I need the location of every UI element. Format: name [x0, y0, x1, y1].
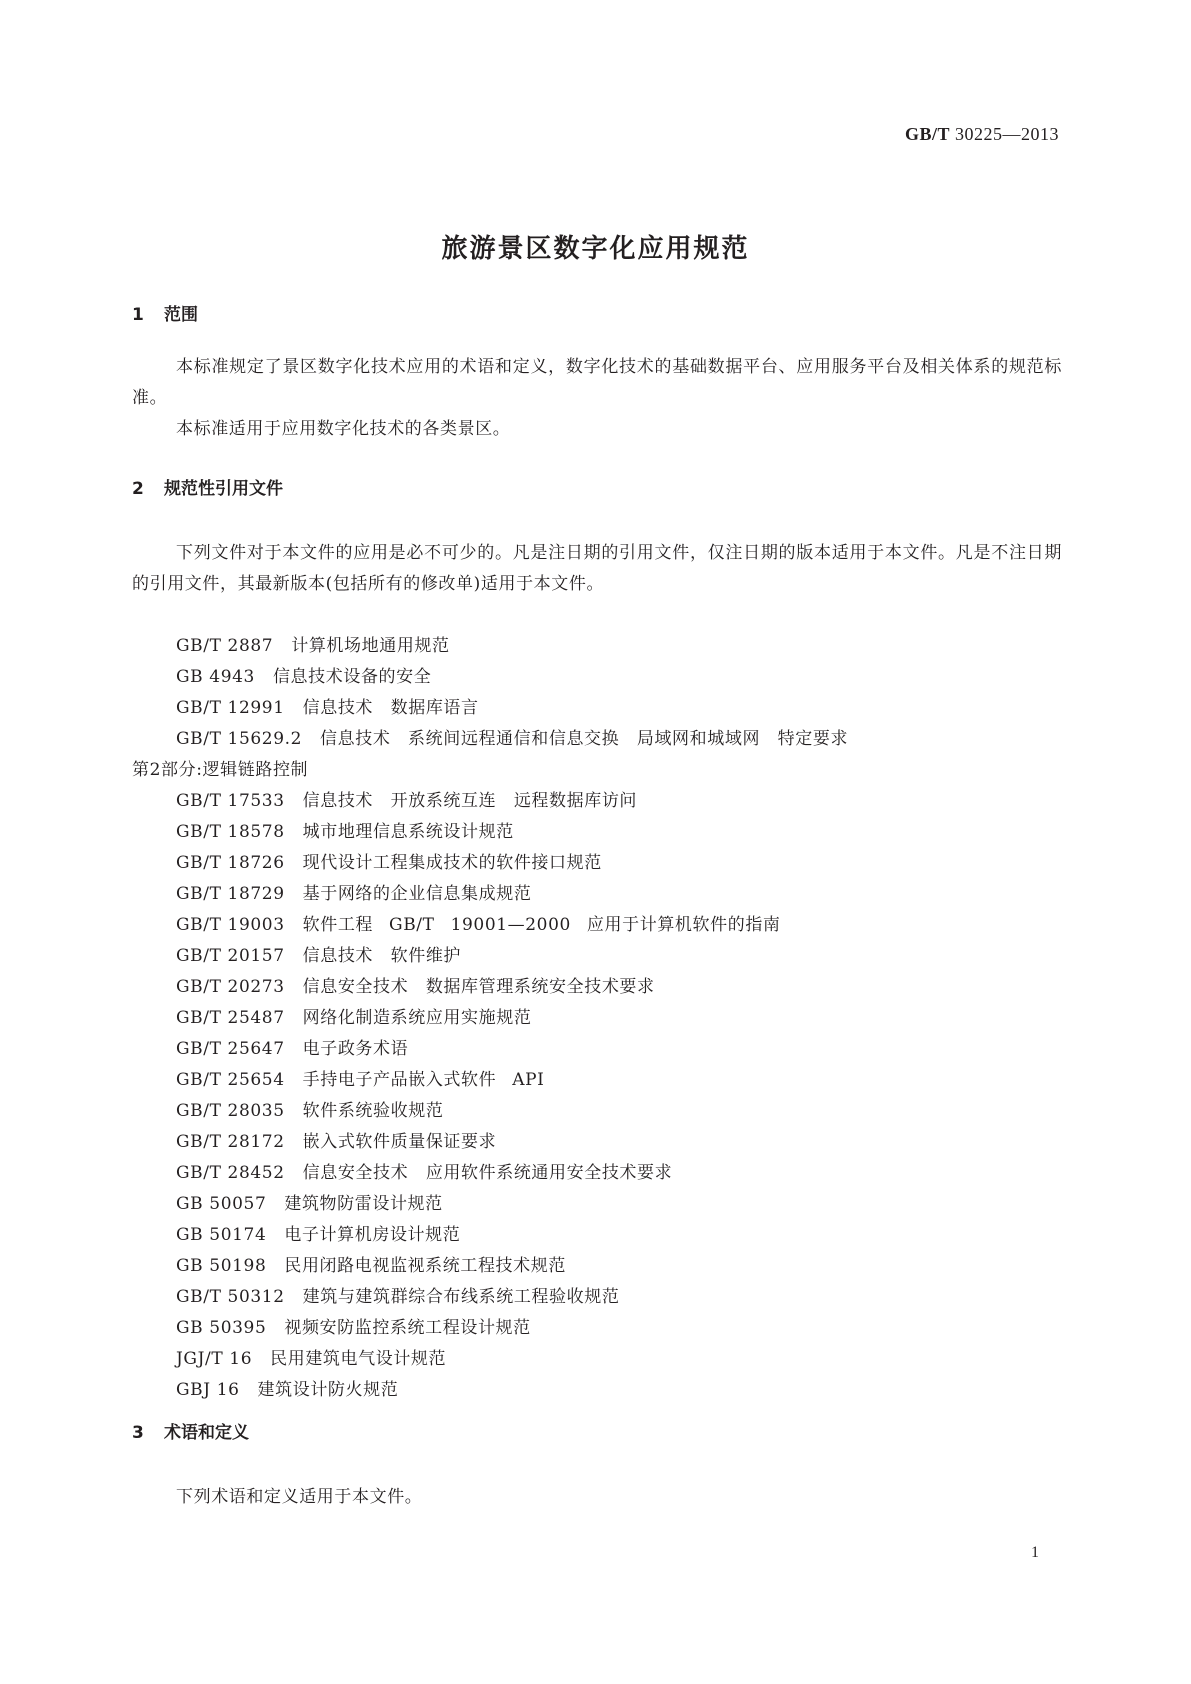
reference-code: GB/T 25654: [176, 1070, 285, 1090]
reference-code: GB/T 25647: [176, 1039, 285, 1059]
reference-title: 基于网络的企业信息集成规范: [302, 884, 532, 904]
reference-code: GB/T 18578: [176, 822, 285, 842]
reference-title: 软件系统验收规范: [302, 1101, 444, 1121]
section-number: 1: [132, 305, 144, 325]
reference-title: 建筑设计防火规范: [257, 1380, 399, 1400]
section-title: 规范性引用文件: [164, 479, 283, 499]
reference-code: GB/T 2887: [176, 636, 274, 656]
references-intro-paragraph: 下列文件对于本文件的应用是必不可少的。凡是注日期的引用文件，仅注日期的版本适用于本文件。凡是不注日期的引用文件，其最新版本(包括所有的修改单)适用于本文件。: [132, 543, 1062, 594]
standard-code: [905, 124, 1059, 145]
reference-title: 信息技术 开放系统互连 远程数据库访问: [302, 791, 638, 811]
section-number: 3: [132, 1423, 144, 1443]
reference-code: GB 50395: [176, 1318, 267, 1338]
section-number: 2: [132, 479, 144, 499]
reference-title: 信息技术 软件维护: [302, 946, 462, 966]
section-heading-terms-definitions: [132, 1418, 249, 1443]
reference-title: 民用建筑电气设计规范: [270, 1349, 447, 1369]
reference-code: GB/T 18726: [176, 853, 285, 873]
reference-title: 信息技术 数据库语言: [302, 698, 479, 718]
reference-item: [176, 631, 1066, 662]
reference-item: [176, 1251, 1066, 1282]
reference-item: [176, 662, 1066, 693]
section-heading-scope: [132, 300, 198, 325]
reference-title: 信息技术 系统间远程通信和信息交换 局域网和城域网 特定要求: [320, 729, 849, 749]
reference-title: 现代设计工程集成技术的软件接口规范: [302, 853, 602, 873]
reference-title: 嵌入式软件质量保证要求: [302, 1132, 497, 1152]
reference-code: GB/T 15629.2: [176, 729, 303, 749]
reference-code: GB/T 19003: [176, 915, 285, 935]
reference-item: [176, 1313, 1066, 1344]
reference-item: [176, 848, 1066, 879]
reference-item: [176, 1220, 1066, 1251]
reference-item: [176, 693, 1066, 724]
reference-item: [176, 786, 1066, 817]
reference-item: [176, 1034, 1066, 1065]
reference-code: GB/T 28172: [176, 1132, 285, 1152]
reference-item: [176, 972, 1066, 1003]
reference-item: [176, 1282, 1066, 1313]
document-title: 旅游景区数字化应用规范: [441, 234, 750, 264]
reference-item: [132, 724, 1066, 786]
reference-code: GBJ 16: [176, 1380, 240, 1400]
reference-title: 电子政务术语: [302, 1039, 409, 1059]
reference-item: [176, 1003, 1066, 1034]
terms-intro-paragraph: 下列术语和定义适用于本文件。: [176, 1487, 423, 1507]
reference-title: 信息安全技术 应用软件系统通用安全技术要求: [302, 1163, 673, 1183]
reference-code: GB 4943: [176, 667, 255, 687]
reference-code: GB 50174: [176, 1225, 267, 1245]
reference-title: 城市地理信息系统设计规范: [302, 822, 514, 842]
reference-code: GB/T 12991: [176, 698, 285, 718]
reference-item: [176, 1065, 1066, 1096]
reference-code: GB 50198: [176, 1256, 267, 1276]
scope-paragraph: 本标准规定了景区数字化技术应用的术语和定义，数字化技术的基础数据平台、应用服务平台及相关体系的规范标准。: [132, 357, 1062, 408]
reference-title: 视频安防监控系统工程设计规范: [284, 1318, 531, 1338]
reference-code: GB/T 20157: [176, 946, 285, 966]
reference-title: 民用闭路电视监视系统工程技术规范: [284, 1256, 566, 1276]
reference-code: GB 50057: [176, 1194, 267, 1214]
section-title: 范围: [164, 305, 198, 325]
reference-title: 网络化制造系统应用实施规范: [302, 1008, 532, 1028]
reference-item: [176, 1096, 1066, 1127]
reference-item: [176, 1189, 1066, 1220]
reference-code: GB/T 28452: [176, 1163, 285, 1183]
standard-code-prefix: GB/T: [904, 124, 950, 144]
reference-item: [176, 941, 1066, 972]
reference-item: [176, 1375, 1066, 1406]
reference-item: [176, 910, 1066, 941]
reference-title: 建筑物防雷设计规范: [284, 1194, 443, 1214]
section-heading-normative-references: [132, 474, 283, 499]
reference-title: 信息安全技术 数据库管理系统安全技术要求: [302, 977, 655, 997]
section-title: 术语和定义: [164, 1423, 249, 1443]
reference-code: GB/T 50312: [176, 1287, 285, 1307]
reference-item: [176, 879, 1066, 910]
reference-item: [176, 817, 1066, 848]
reference-list: [132, 631, 1066, 1406]
reference-code: GB/T 17533: [176, 791, 285, 811]
reference-title: 计算机场地通用规范: [291, 636, 450, 656]
reference-title-continuation: 第2部分:逻辑链路控制: [132, 760, 309, 780]
reference-code: GB/T 18729: [176, 884, 285, 904]
page-number: 1: [1031, 1544, 1039, 1561]
reference-title: 电子计算机房设计规范: [284, 1225, 461, 1245]
reference-item: [176, 1344, 1066, 1375]
reference-code: GB/T 25487: [176, 1008, 285, 1028]
reference-title: 建筑与建筑群综合布线系统工程验收规范: [302, 1287, 620, 1307]
standard-code-number: 30225—2013: [955, 124, 1059, 144]
reference-code: GB/T 20273: [176, 977, 285, 997]
reference-code: GB/T 28035: [176, 1101, 285, 1121]
reference-title: 信息技术设备的安全: [272, 667, 432, 687]
reference-title: 软件工程 GB/T 19001—2000 应用于计算机软件的指南: [302, 915, 781, 935]
reference-code: JGJ/T 16: [176, 1349, 253, 1369]
reference-item: [176, 1158, 1066, 1189]
reference-title: 手持电子产品嵌入式软件 API: [302, 1070, 545, 1090]
scope-paragraph: 本标准适用于应用数字化技术的各类景区。: [176, 419, 511, 439]
reference-item: [176, 1127, 1066, 1158]
